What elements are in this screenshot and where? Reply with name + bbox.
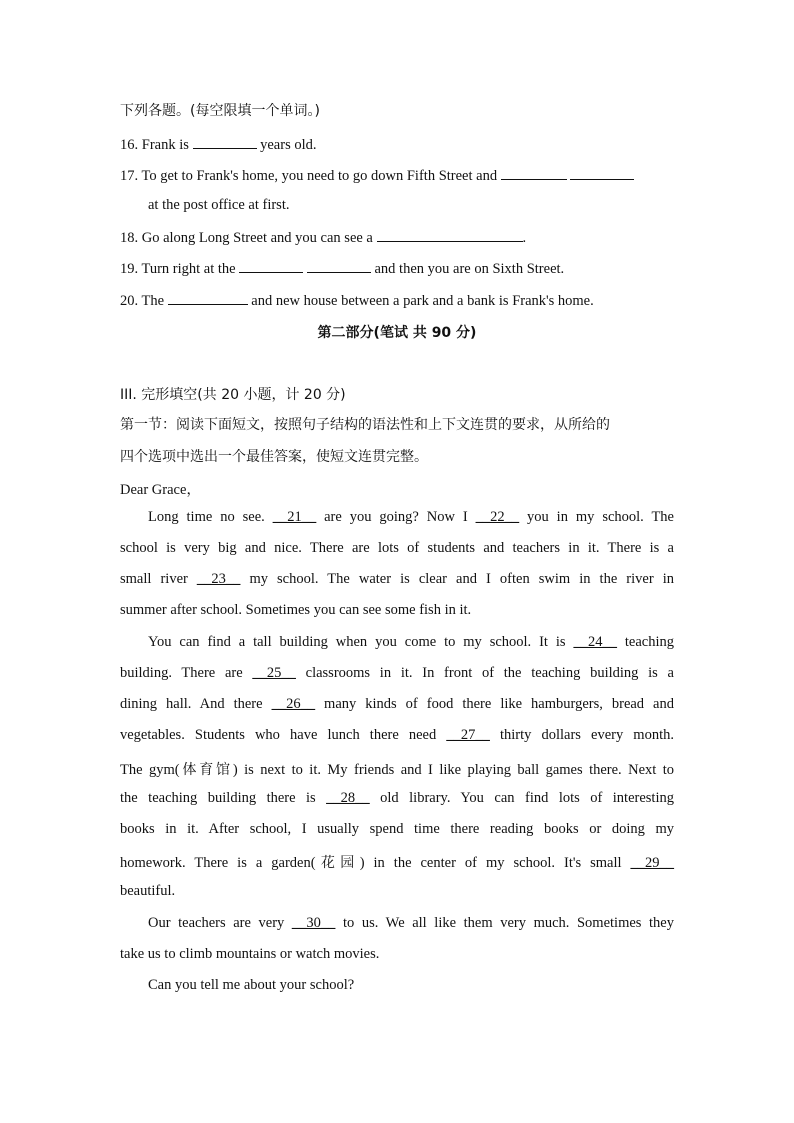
question-17: 17. To get to Frank's home, you need to go down Fifth Street and	[120, 166, 674, 185]
letter-greeting: Dear Grace，	[120, 482, 201, 498]
passage-line: books in it. After school, I usually spend time there reading books or doing my	[120, 821, 674, 837]
passage-line: building. There are __25__ classrooms in it. In front of the teaching building is a	[120, 665, 674, 681]
passage-line: school is very big and nice. There are lots of students and teachers in it. There is a	[120, 540, 674, 556]
question-18: 18. Go along Long Street and you can see a .	[120, 230, 527, 246]
answer-blank[interactable]	[501, 166, 567, 180]
section-instruction: 第一节：阅读下面短文，按照句子结构的语法性和上下文连贯的要求，从所给的	[120, 417, 610, 433]
blank-28[interactable]: __28__	[326, 790, 370, 806]
passage-line: dining hall. And there __26__ many kinds of food there like hamburgers, bread and	[120, 696, 674, 712]
question-17-cont: at the post office at first.	[148, 197, 290, 213]
answer-blank[interactable]	[307, 259, 371, 273]
blank-23[interactable]: __23__	[196, 571, 241, 587]
answer-blank[interactable]	[239, 259, 303, 273]
passage-line: small river __23__ my school. The water is clear and I often swim in the river in	[120, 571, 674, 587]
blank-27[interactable]: __27__	[446, 727, 490, 743]
answer-blank[interactable]	[377, 228, 523, 242]
part-title: 第二部分(笔试 共 90 分)	[317, 325, 477, 341]
blank-26[interactable]: __26__	[271, 696, 316, 712]
passage-line: You can find a tall building when you come to my school. It is __24__ teaching	[148, 634, 674, 650]
passage-line: Our teachers are very __30__ to us. We all like them very much. Sometimes they	[148, 915, 674, 931]
passage-line: Can you tell me about your school?	[148, 977, 355, 993]
blank-25[interactable]: __25__	[252, 665, 296, 681]
answer-blank[interactable]	[570, 166, 634, 180]
passage-line: the teaching building there is __28__ old library. You can find lots of interesting	[120, 790, 674, 806]
instruction-text: 下列各题。(每空限填一个单词。)	[120, 103, 320, 119]
passage-line: Long time no see. __21__ are you going? Now I __22__ you in my school. The	[148, 509, 674, 525]
question-16: 16. Frank is years old.	[120, 137, 317, 153]
passage-line: beautiful.	[120, 883, 176, 899]
blank-22[interactable]: __22__	[475, 509, 520, 525]
passage-line: take us to climb mountains or watch movies.	[120, 946, 380, 962]
blank-29[interactable]: __29__	[630, 855, 675, 871]
passage-line: summer after school. Sometimes you can see some fish in it.	[120, 602, 472, 618]
section-instruction-cont: 四个选项中选出一个最佳答案，使短文连贯完整。	[120, 449, 428, 465]
answer-blank[interactable]	[193, 135, 257, 149]
blank-24[interactable]: __24__	[573, 634, 617, 650]
question-19: 19. Turn right at the and then you are on Sixth Street.	[120, 261, 565, 277]
answer-blank[interactable]	[168, 291, 248, 305]
passage-line: The gym(体育馆) is next to it. My friends and I like playing ball games there. Next to	[120, 762, 675, 778]
blank-21[interactable]: __21__	[272, 509, 317, 525]
section-title: III. 完形填空(共 20 小题，计 20 分)	[120, 387, 346, 403]
blank-30[interactable]: __30__	[291, 915, 336, 931]
question-20: 20. The and new house between a park and a bank is Frank's home.	[120, 293, 594, 309]
passage-line: vegetables. Students who have lunch there need __27__ thirty dollars every month.	[120, 727, 674, 743]
passage-line: homework. There is a garden(花园) in the center of my school. It's small __29__	[120, 855, 675, 871]
